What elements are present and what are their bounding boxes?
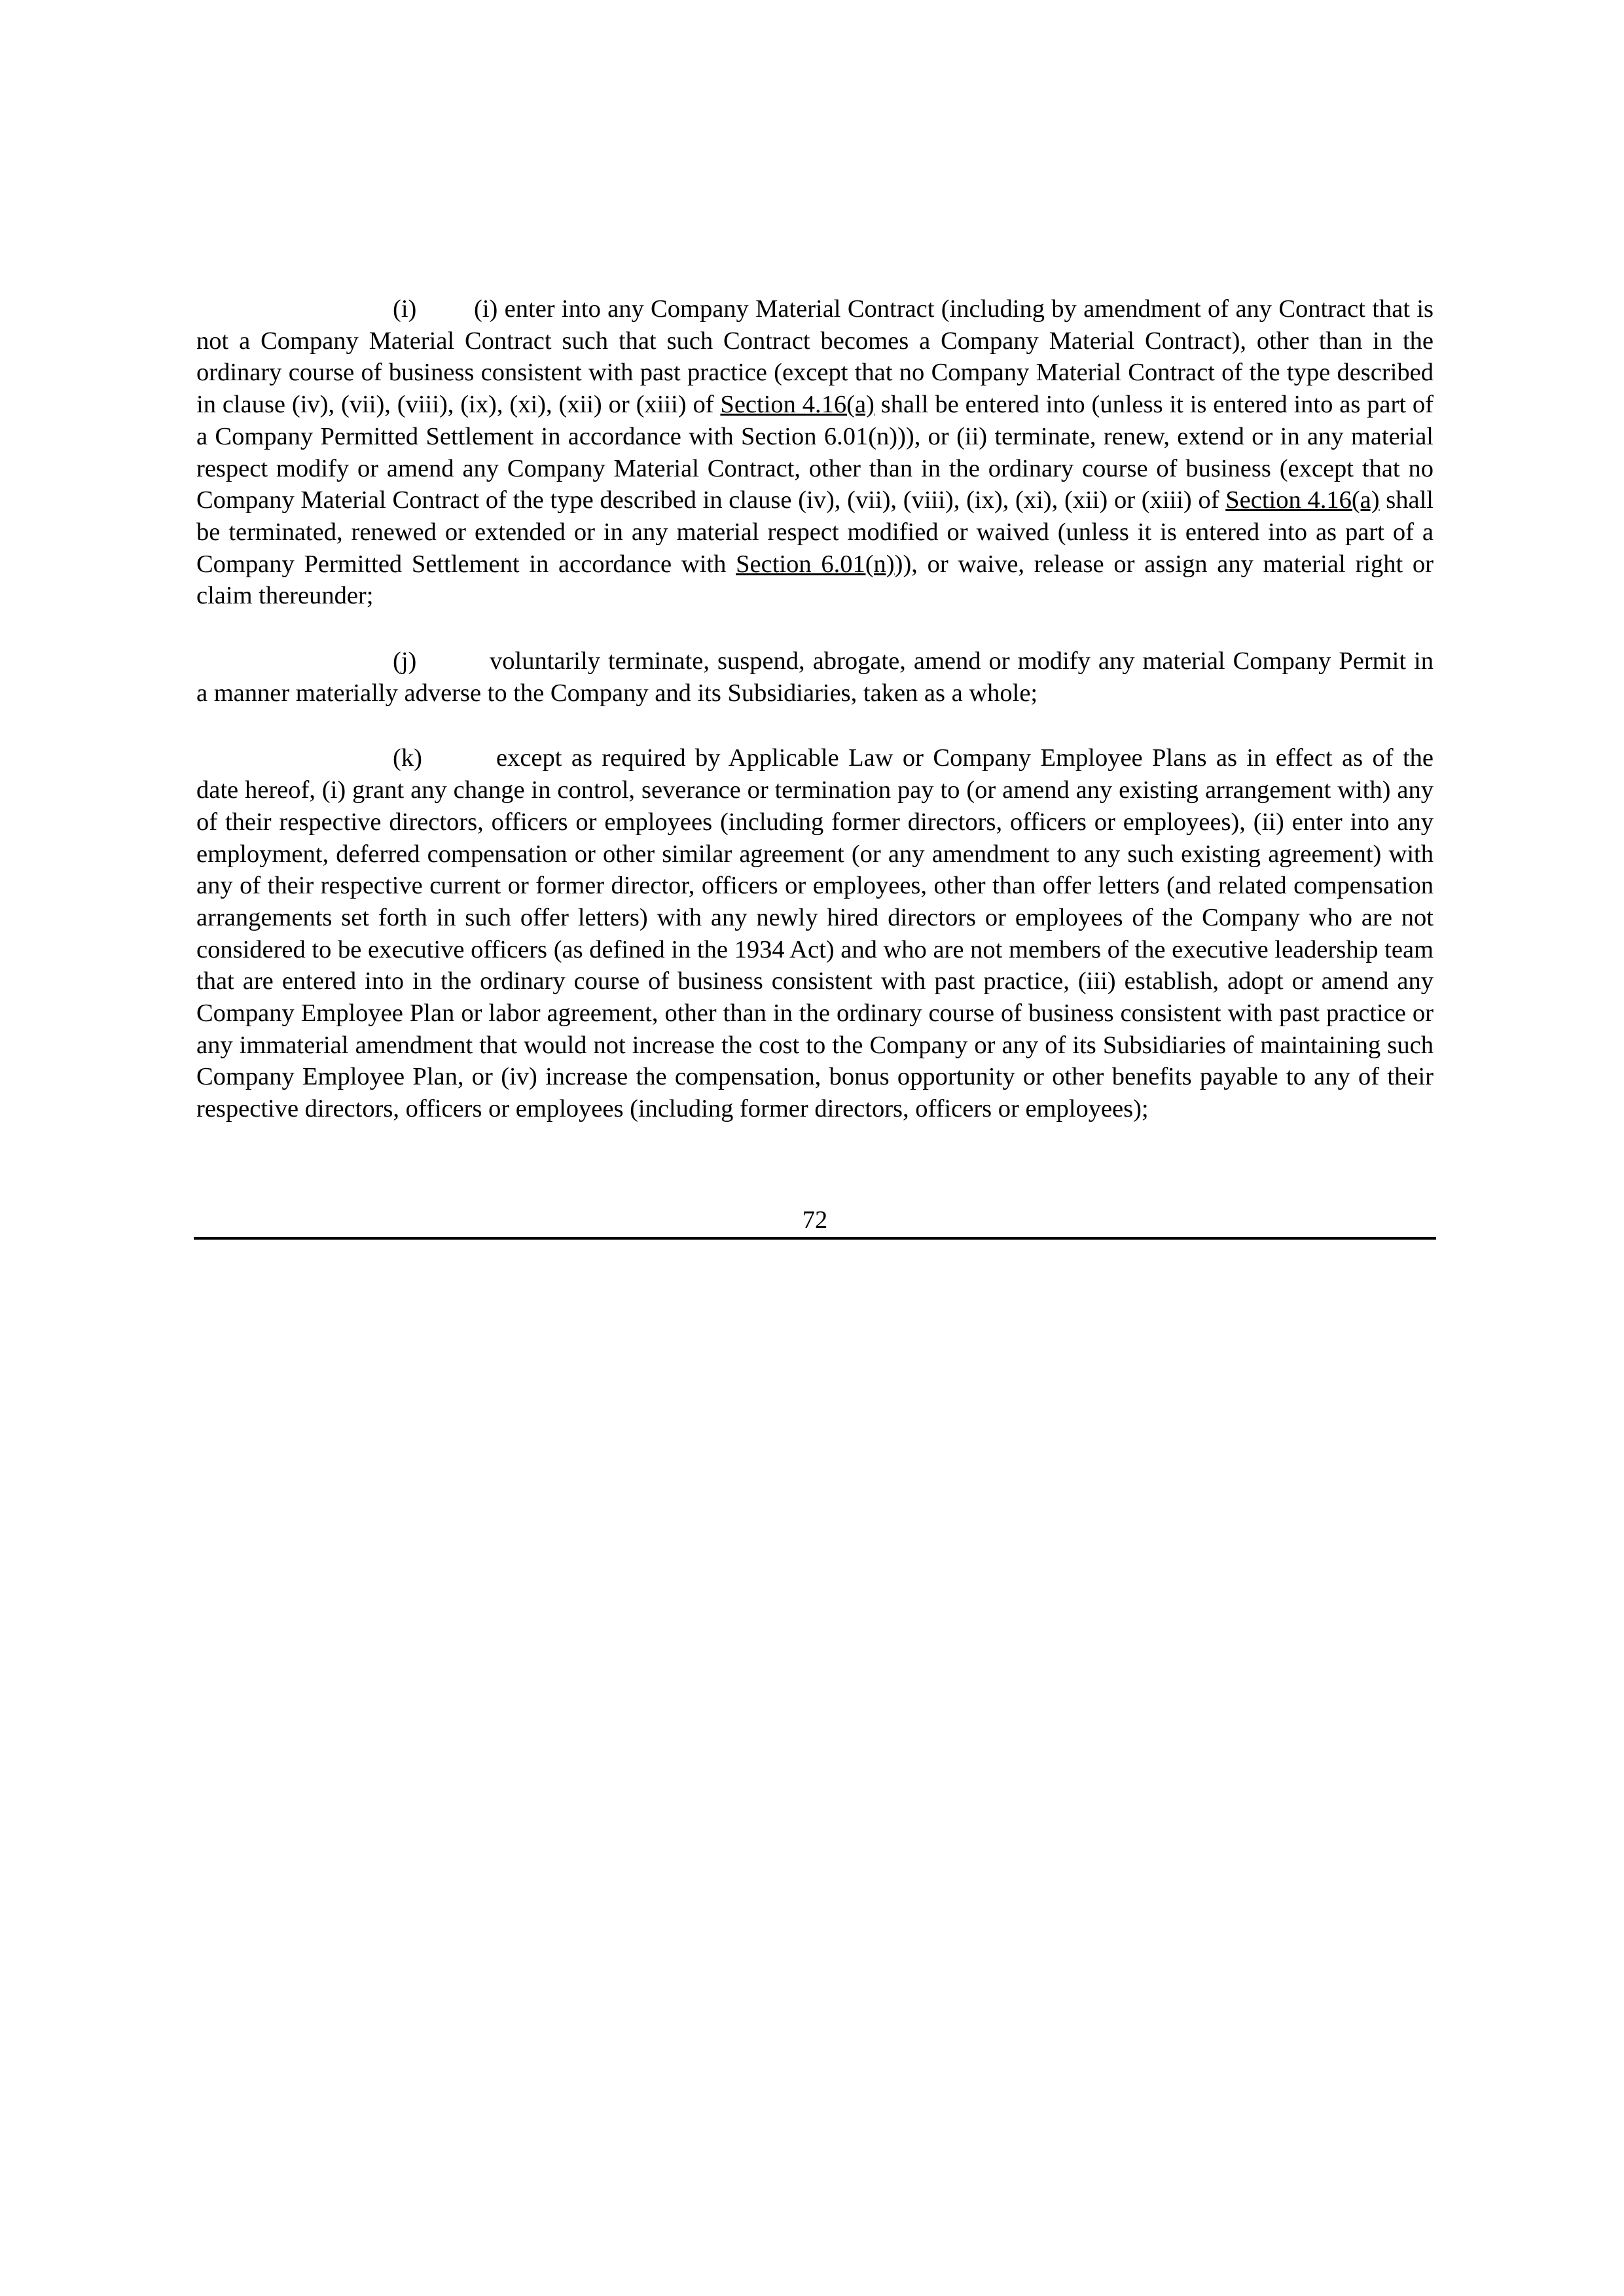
clause-i-text-part-1: (i) enter into any Company Material Contract (including by amendment of any Contract that is not a Company Material Contract such that such Contract becomes a Company Material Contract), other than in the ordinary course of business consistent with past practice (except that no Company Material Contract of the type described in clause (iv), (vii), (viii), (ix), (xi), (xii) or (xiii) of xyxy=(196,295,1434,419)
clause-i-text-part-3: shall be terminated, renewed or extended or in any material respect modified or waived (unless it is entered into as part of a Company Permitted Settlement in accordance with xyxy=(196,486,1434,578)
footer-rule xyxy=(194,1237,1436,1240)
clause-label-k: (k) xyxy=(393,744,422,772)
clause-k xyxy=(196,742,1434,1124)
clause-i-text-part-4: )), or waive, release or assign any material right or claim thereunder; xyxy=(196,550,1434,610)
clause-j xyxy=(196,645,1434,709)
clause-i xyxy=(196,293,1434,612)
page-number: 72 xyxy=(802,1206,828,1234)
clause-label-i: (i) xyxy=(393,295,417,323)
section-reference-4-16-a: Section 4.16(a) xyxy=(720,391,875,419)
document-body xyxy=(196,293,1434,1158)
page-footer xyxy=(194,1204,1436,1240)
clause-label-j: (j) xyxy=(393,647,417,675)
section-reference-4-16-a-second: Section 4.16(a) xyxy=(1225,486,1380,514)
clause-j-text: voluntarily terminate, suspend, abrogate, amend or modify any material Company Permit in a manner materially adverse to the Company and its Subsidiaries, taken as a whole; xyxy=(196,647,1434,707)
clause-i-text-part-2: shall be entered into (unless it is entered into as part of a Company Permitted Settlement in accordance with Section 6.01(n))), or (ii) terminate, renew, extend or in any material respect modify or amend any Company Material Contract, other than in the ordinary course of business (except that no Company Material Contract of the type described in clause (iv), (vii), (viii), (ix), (xi), (xii) or (xiii) of xyxy=(196,391,1434,514)
section-reference-6-01-n: Section 6.01(n) xyxy=(736,550,895,578)
clause-k-text: except as required by Applicable Law or Company Employee Plans as in effect as of the date hereof, (i) grant any change in control, severance or termination pay to (or amend any existing arrangement with) any of their respective directors, officers or employees (including former directors, officers or employees), (ii) enter into any employment, deferred compensation or other similar agreement (or any amendment to any such existing agreement) with any of their respective current or former director, officers or employees, other than offer letters (and related compensation arrangements set forth in such offer letters) with any newly hired directors or employees of the Company who are not considered to be executive officers (as defined in the 1934 Act) and who are not members of the executive leadership team that are entered into in the ordinary course of business consistent with past practice, (iii) establish, adopt or amend any Company Employee Plan or labor agreement, other than in the ordinary course of business consistent with past practice or any immaterial amendment that would not increase the cost to the Company or any of its Subsidiaries of maintaining such Company Employee Plan, or (iv) increase the compensation, bonus opportunity or other benefits payable to any of their respective directors, officers or employees (including former directors, officers or employees); xyxy=(196,744,1434,1123)
